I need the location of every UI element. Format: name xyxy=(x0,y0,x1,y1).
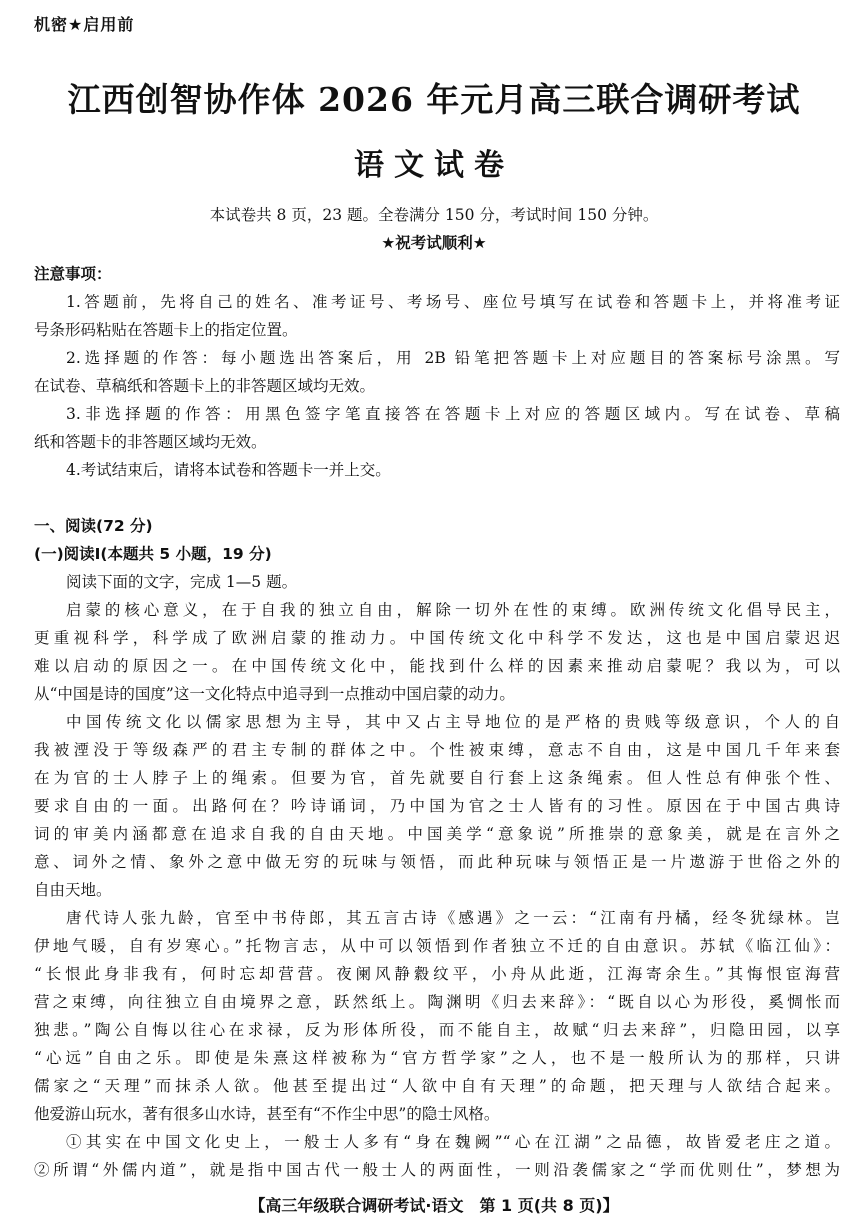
passage-line: 难以启动的原因之一。在中国传统文化中，能找到什么样的因素来推动启蒙呢？我以为，可以 xyxy=(34,657,840,675)
section-subheading: (一)阅读Ⅰ(本题共 5 小题，19 分) xyxy=(34,545,272,563)
passage-line: “长恨此身非我有，何时忘却营营。夜阑风静縠纹平，小舟从此逝，江海寄余生。”其悔恨宦海营 xyxy=(34,965,840,983)
passage-line: 儒家之“天理”而抹杀人欲。他甚至提出过“人欲中自有天理”的命题，把天理与人欲结合起来。 xyxy=(34,1077,840,1095)
passage-line: ①其实在中国文化史上，一般士人多有“身在魏阙”“心在江湖”之品德，故皆爱老庄之道。 xyxy=(66,1133,840,1151)
notice-line: 3.非选择题的作答：用黑色签字笔直接答在答题卡上对应的答题区域内。写在试卷、草稿 xyxy=(66,405,840,423)
exam-intro: 本试卷共 8 页，23 题。全卷满分 150 分，考试时间 150 分钟。 xyxy=(209,206,659,224)
notice-line: 纸和答题卡的非答题区域均无效。 xyxy=(34,433,267,451)
passage-line: 中国传统文化以儒家思想为主导，其中又占主导地位的是严格的贵贱等级意识，个人的自 xyxy=(66,713,840,731)
document-body xyxy=(34,260,840,1184)
notice-heading: 注意事项： xyxy=(34,265,112,283)
notice-line: 1.答题前，先将自己的姓名、准考证号、考场号、座位号填写在试卷和答题卡上，并将准考证 xyxy=(66,293,840,311)
blessing-line: ★祝考试顺利★ xyxy=(381,234,487,252)
passage-line: “心远”自由之乐。即使是朱熹这样被称为“官方哲学家”之人，也不是一般所认为的那样，只讲 xyxy=(34,1049,840,1067)
passage-line: 唐代诗人张九龄，官至中书侍郎，其五言古诗《感遇》之一云：“江南有丹橘，经冬犹绿林。岂 xyxy=(66,909,840,927)
passage-line: 要求自由的一面。出路何在？吟诗诵词，乃中国为官之士人皆有的习性。原因在于中国古典诗 xyxy=(34,797,840,815)
passage-line: 独悲。”陶公自悔以往心在求禄，反为形体所役，而不能自主，故赋“归去来辞”，归隐田园，以享 xyxy=(34,1021,840,1039)
passage-line: 营之束缚，向往独立自由境界之意，跃然纸上。陶渊明《归去来辞》：“既自以心为形役，奚惆怅而 xyxy=(34,993,840,1011)
reading-instruction: 阅读下面的文字，完成 1—5 题。 xyxy=(66,573,298,591)
section-heading: 一、阅读(72 分) xyxy=(34,517,153,535)
page-footer: 【高三年级联合调研考试·语文 第 1 页(共 8 页)】 xyxy=(249,1196,619,1215)
passage-line: 词的审美内涵都意在追求自我的自由天地。中国美学“意象说”所推崇的意象美，就是在言外之 xyxy=(34,825,840,843)
notice-line: 在试卷、草稿纸和答题卡上的非答题区域均无效。 xyxy=(34,377,376,395)
notice-line: 2.选择题的作答：每小题选出答案后，用 2B 铅笔把答题卡上对应题目的答案标号涂黑。写 xyxy=(66,349,840,367)
notice-line: 4.考试结束后，请将本试卷和答题卡一并上交。 xyxy=(66,461,391,479)
passage-line: 在为官的士人脖子上的绳索。但要为官，首先就要自行套上这条绳索。但人性总有伸张个性、 xyxy=(34,769,840,787)
passage-line: 伊地气暖，自有岁寒心。”托物言志，从中可以领悟到作者独立不迁的自由意识。苏轼《临江仙》： xyxy=(34,937,840,955)
passage-line: 启蒙的核心意义，在于自我的独立自由，解除一切外在性的束缚。欧洲传统文化倡导民主， xyxy=(66,601,840,619)
passage-line: 他爱游山玩水，著有很多山水诗，甚至有“不作尘中思”的隐士风格。 xyxy=(34,1105,500,1123)
notice-line: 号条形码粘贴在答题卡上的指定位置。 xyxy=(34,321,298,339)
exam-title: 江西创智协作体 2026 年元月高三联合调研考试 xyxy=(67,80,801,119)
passage-line: 自由天地。 xyxy=(34,881,112,899)
passage-line: 我被湮没于等级森严的君主专制的群体之中。个性被束缚，意志不自由，这是中国几千年来套 xyxy=(34,741,840,759)
passage-line: 意、词外之情、象外之意中做无穷的玩味与领悟，而此种玩味与领悟正是一片遨游于世俗之外的 xyxy=(34,853,840,871)
passage-line: ②所谓“外儒内道”，就是指中国古代一般士人的两面性，一则沿袭儒家之“学而优则仕”，梦想为 xyxy=(34,1161,840,1179)
passage-line: 从“中国是诗的国度”这一文化特点中追寻到一点推动中国启蒙的动力。 xyxy=(34,685,515,703)
confidential-label: 机密★启用前 xyxy=(34,15,135,34)
passage-line: 更重视科学，科学成了欧洲启蒙的推动力。中国传统文化中科学不发达，这也是中国启蒙迟迟 xyxy=(34,629,840,647)
subject-title: 语文试卷 xyxy=(354,148,514,183)
